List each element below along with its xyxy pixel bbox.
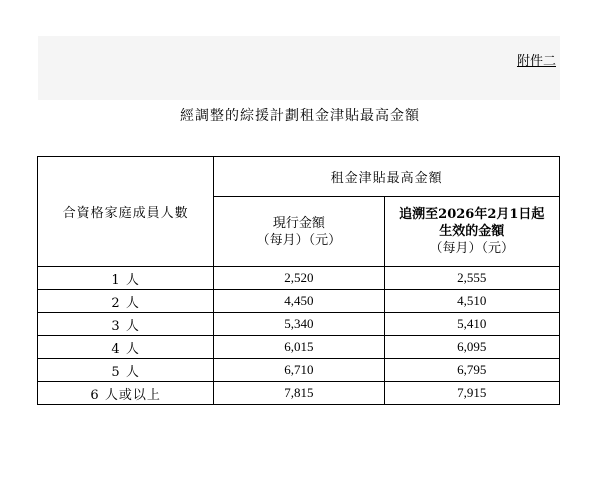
table-row — [38, 382, 560, 405]
household-size-cell: 2 人 — [38, 290, 214, 313]
header-new-amount — [384, 197, 559, 267]
table-row — [38, 267, 560, 290]
new-amount-cell: 6,095 — [384, 336, 559, 359]
household-size-cell: 1 人 — [38, 267, 214, 290]
current-amount-cell: 7,815 — [214, 382, 384, 405]
household-size-cell: 3 人 — [38, 313, 214, 336]
header-household-size: 合資格家庭成員人數 — [38, 157, 214, 267]
table-row — [38, 336, 560, 359]
household-size-cell: 5 人 — [38, 359, 214, 382]
new-amount-cell: 7,915 — [384, 382, 559, 405]
header-band — [38, 36, 560, 100]
current-amount-cell: 4,450 — [214, 290, 384, 313]
annex-label: 附件二 — [516, 54, 556, 69]
current-amount-cell: 2,520 — [214, 267, 384, 290]
header-new-line1: 追溯至2026年2月1日起 — [399, 207, 545, 222]
table-row — [38, 359, 560, 382]
table-row — [38, 290, 560, 313]
header-new-line3: （每月）（元） — [429, 241, 515, 256]
new-amount-cell: 6,795 — [384, 359, 559, 382]
new-amount-cell: 4,510 — [384, 290, 559, 313]
header-current-line1: 現行金額 — [272, 215, 325, 231]
header-current-amount — [214, 197, 384, 267]
header-current-line2: （每月）（元） — [256, 232, 342, 248]
header-max-rent-allowance: 租金津貼最高金額 — [214, 157, 560, 197]
table-row — [38, 313, 560, 336]
header-new-line2: 生效的金額 — [439, 224, 505, 239]
rent-allowance-table — [37, 156, 560, 405]
household-size-cell: 4 人 — [38, 336, 214, 359]
document-title: 經調整的綜援計劃租金津貼最高金額 — [180, 108, 420, 124]
new-amount-cell: 5,410 — [384, 313, 559, 336]
new-amount-cell: 2,555 — [384, 267, 559, 290]
table-header-row-1 — [38, 157, 560, 197]
current-amount-cell: 5,340 — [214, 313, 384, 336]
current-amount-cell: 6,710 — [214, 359, 384, 382]
current-amount-cell: 6,015 — [214, 336, 384, 359]
household-size-cell: 6 人或以上 — [38, 382, 214, 405]
